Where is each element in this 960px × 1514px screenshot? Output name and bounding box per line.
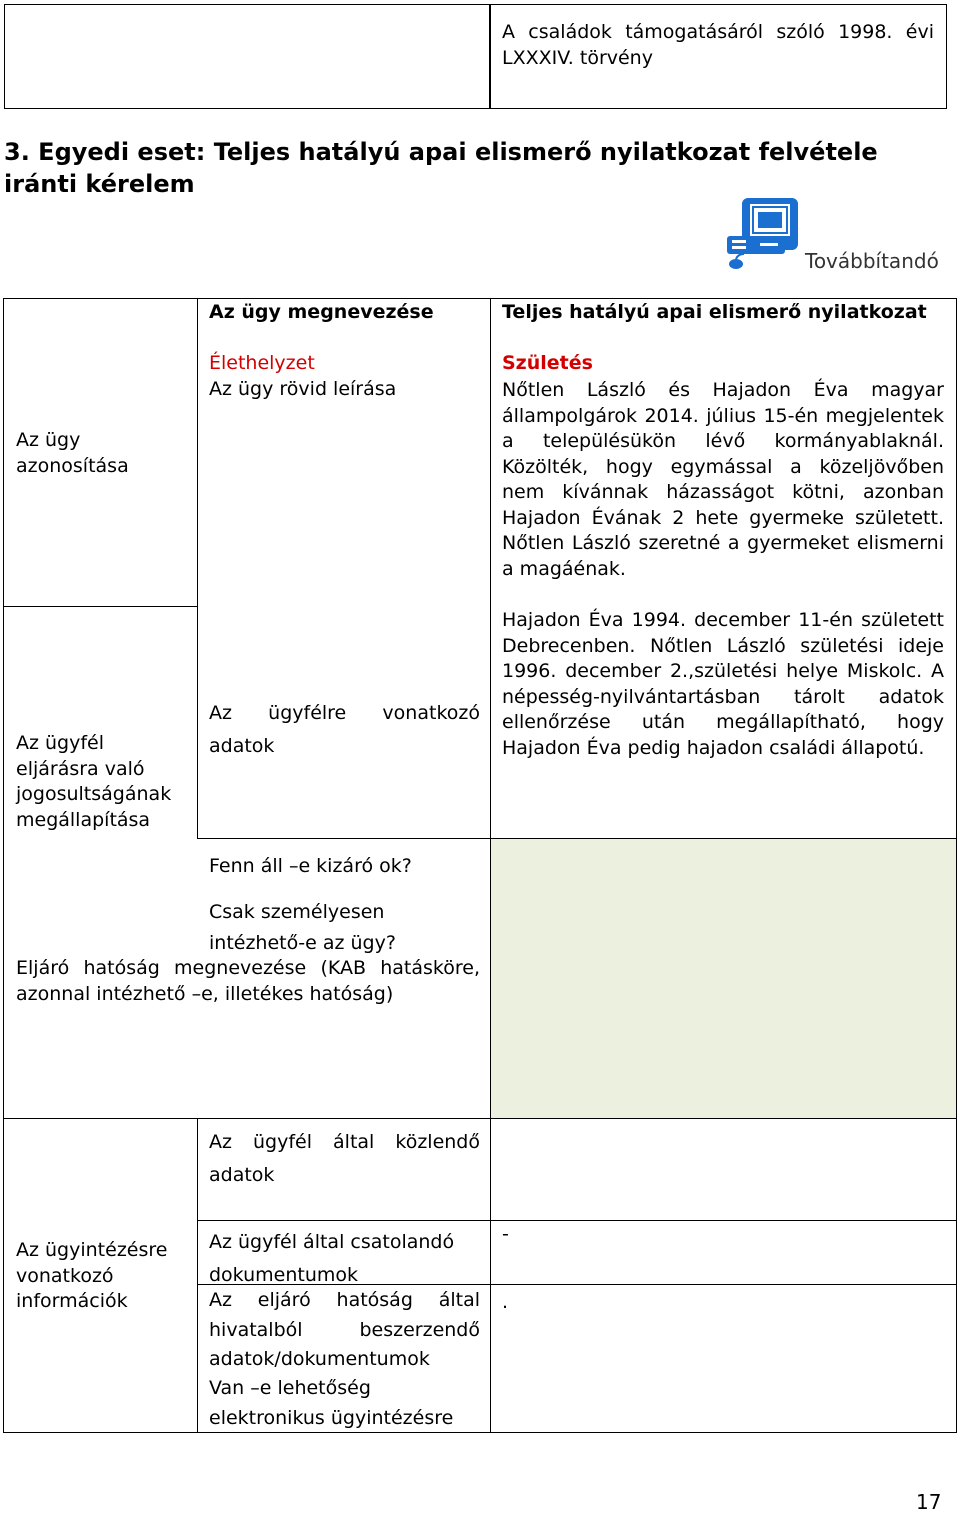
col-divider-2-lower — [490, 1118, 491, 1433]
case-name-value: Teljes hatályú apai elismerő nyilatkozat — [502, 301, 927, 323]
row-divider-communicate — [197, 1220, 957, 1221]
case-name-label: Az ügy megnevezése — [209, 301, 434, 323]
authority-label: Eljáró hatóság megnevezése (KAB hatásköre, azonnal intézhető –e, illetékes hatóság) — [16, 957, 480, 1005]
client-attach-value: - — [502, 1223, 509, 1245]
header-box-left — [4, 4, 491, 109]
page-number: 17 — [916, 1490, 942, 1514]
life-event-label: Élethelyzet — [209, 352, 315, 374]
table-border-right — [956, 298, 957, 1433]
computer-icon — [724, 192, 804, 272]
authority-obtain-value: . — [502, 1291, 509, 1313]
client-attach-label: Az ügyfél által csatolandó dokumentumok — [209, 1231, 455, 1286]
forward-label: Továbbítandó — [805, 249, 939, 273]
col-divider-2-upper — [490, 298, 491, 838]
table-border-left — [3, 298, 4, 1433]
row-divider-identification — [3, 606, 197, 607]
personal-label: Csak személyesen intézhető-e az ügy? — [209, 901, 396, 954]
short-desc-label: Az ügy rövid leírása — [209, 378, 397, 400]
green-answer-cell — [491, 839, 956, 1118]
group-eligibility: Az ügyfél eljárásra való jogosultságának megállapítása — [16, 732, 172, 831]
law-title: A családok támogatásáról szóló 1998. évi LXXXIV. törvény — [502, 21, 934, 69]
authority-obtain-label: Az eljáró hatóság által hivatalból beszerzendő adatok/dokumentumok — [209, 1289, 480, 1370]
client-data-value: Hajadon Éva 1994. december 11-én született Debrecenben. Nőtlen László születési ideje 1996. december 2.,születési helye Miskolc. A népesség-nyilvántartásban tárolt adatok ellenőrzése után megállapítható, hogy Hajadon Éva pedig hajadon családi állapotú. — [502, 609, 944, 759]
client-data-label: Az ügyfélre vonatkozó adatok — [209, 702, 480, 757]
group-identification: Az ügy azonosítása — [16, 429, 129, 477]
row-divider-info-top — [3, 1118, 957, 1119]
client-communicate-label: Az ügyfél által közlendő adatok — [209, 1131, 480, 1186]
col-divider-1-upper — [197, 298, 198, 838]
col-divider-1-lower — [197, 1118, 198, 1433]
exclusion-label: Fenn áll –e kizáró ok? — [209, 855, 412, 877]
table-border-top — [3, 298, 957, 299]
life-event-value: Születés — [502, 352, 593, 374]
electronic-label: Van –e lehetőség elektronikus ügyintézésre — [209, 1377, 454, 1429]
group-info: Az ügyintézésre vonatkozó információk — [16, 1239, 168, 1312]
row-divider-attach — [490, 1284, 957, 1285]
short-desc-value: Nőtlen László és Hajadon Éva magyar állampolgárok 2014. július 15-én megjelentek a településükön lévő kormányablaknál. Közölték, hogy egymással a közeljövőben nem kívánnak házasságot kötni, azonban Hajadon Évának 2 hete gyermeke született. Nőtlen László szeretné a gyermeket elismerni a magáénak. — [502, 379, 944, 580]
section-title: 3. Egyedi eset: Teljes hatályú apai elismerő nyilatkozat felvétele iránti kérelem — [4, 138, 878, 198]
